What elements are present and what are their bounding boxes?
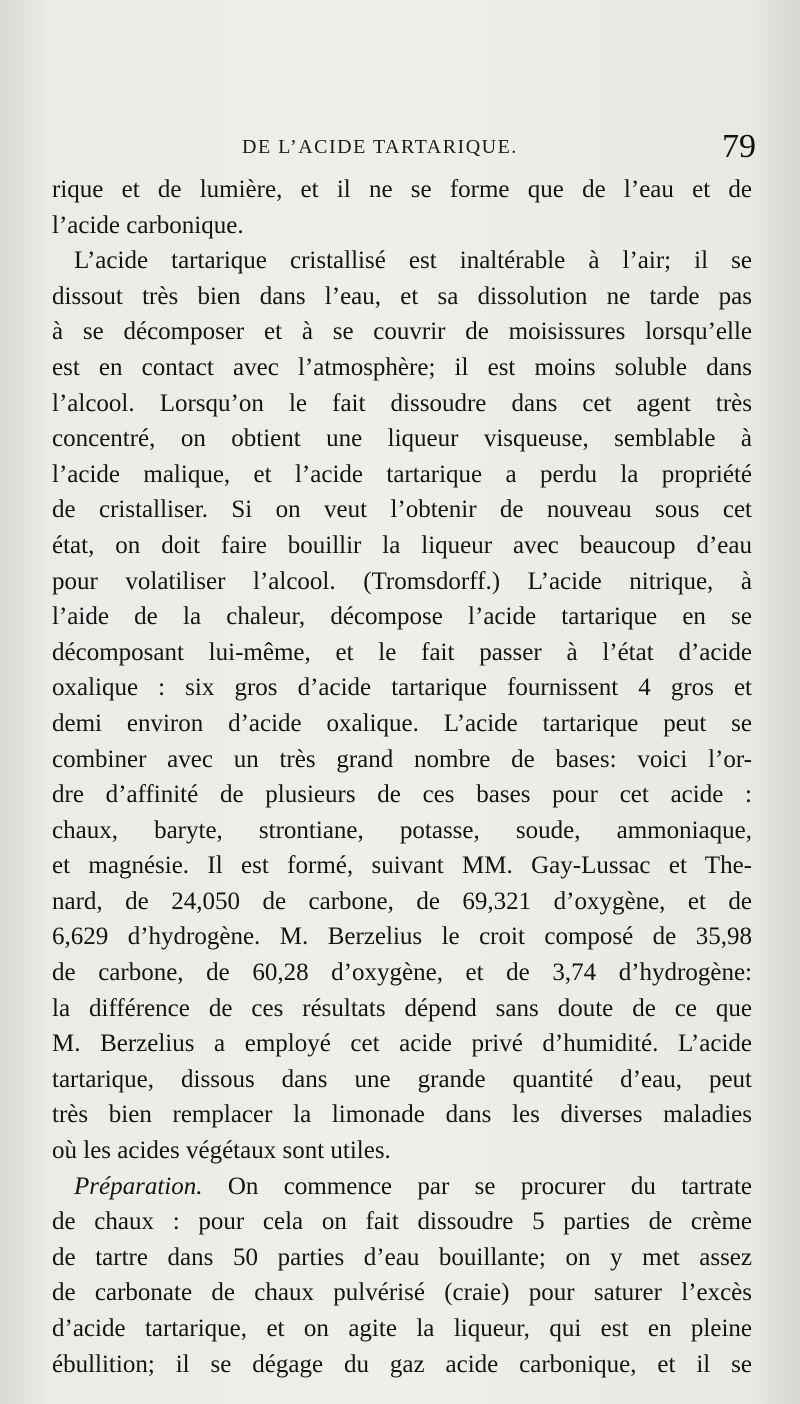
text-line: combiner avec un très grand nombre de bases: voici l’or-: [52, 745, 752, 773]
text-line: de cristalliser. Si on veut l’obtenir de nouveau sous cet: [52, 496, 752, 524]
text-line: l’alcool. Lorsqu’on le fait dissoudre dans cet agent très: [52, 389, 752, 417]
text-line: de chaux : pour cela on fait dissoudre 5 parties de crème: [52, 1208, 752, 1236]
text-line: pour volatiliser l’alcool. (Tromsdorff.) L’acide nitrique, à: [52, 567, 752, 595]
text-line: à se décomposer et à se couvrir de moisissures lorsqu’elle: [52, 318, 752, 346]
text-line: L’acide tartarique cristallisé est inaltérable à l’air; il se: [74, 247, 752, 275]
text-line: tartarique, dissous dans une grande quantité d’eau, peut: [52, 1065, 752, 1093]
running-title: DE L’ACIDE TARTARIQUE.: [242, 136, 518, 158]
text-line: où les acides végétaux sont utiles.: [52, 1137, 391, 1165]
page-number: 79: [722, 128, 756, 165]
text-line: demi environ d’acide oxalique. L’acide tartarique peut se: [52, 709, 752, 737]
text-line: dre d’affinité de plusieurs de ces bases pour cet acide :: [52, 781, 752, 809]
text-line: d’acide tartarique, et on agite la liqueur, qui est en pleine: [52, 1315, 752, 1342]
text-line: et magnésie. Il est formé, suivant MM. Gay-Lussac et The-: [52, 852, 752, 880]
text-line: état, on doit faire bouillir la liqueur avec beaucoup d’eau: [52, 531, 752, 559]
body-text: [52, 172, 752, 1382]
text-line: M. Berzelius a employé cet acide privé d’humidité. L’acide: [52, 1030, 752, 1058]
section-heading-preparation: Préparation.: [74, 1172, 203, 1200]
text-line: très bien remplacer la limonade dans les diverses maladies: [52, 1101, 752, 1129]
text-line: est en contact avec l’atmosphère; il est moins soluble dans: [52, 353, 752, 381]
text-line: décomposant lui-même, et le fait passer à l’état d’acide: [52, 638, 752, 666]
text-line: rique et de lumière, et il ne se forme que de l’eau et de: [52, 176, 752, 203]
text-line: Préparation. On commence par se procurer du tartrate: [74, 1172, 752, 1200]
text-line: chaux, baryte, strontiane, potasse, soude, ammoniaque,: [52, 816, 752, 844]
text-line: l’aide de la chaleur, décompose l’acide tartarique en se: [52, 603, 752, 631]
text-line: ébullition; il se dégage du gaz acide carbonique, et il se: [52, 1350, 752, 1378]
text-line: l’acide carbonique.: [52, 211, 244, 239]
text-line: de tartre dans 50 parties d’eau bouillante; on y met assez: [52, 1243, 752, 1271]
text-line: 6,629 d’hydrogène. M. Berzelius le croit composé de 35,98: [52, 923, 752, 951]
text-line: l’acide malique, et l’acide tartarique a perdu la propriété: [52, 460, 752, 488]
text-line: de carbonate de chaux pulvérisé (craie) pour saturer l’excès: [52, 1279, 752, 1307]
text-line: oxalique : six gros d’acide tartarique fournissent 4 gros et: [52, 674, 752, 702]
text-line: concentré, on obtient une liqueur visqueuse, semblable à: [52, 425, 752, 453]
text-line: la différence de ces résultats dépend sans doute de ce que: [52, 994, 752, 1022]
text-line: dissout très bien dans l’eau, et sa dissolution ne tarde pas: [52, 282, 752, 310]
text-line: nard, de 24,050 de carbone, de 69,321 d’oxygène, et de: [52, 887, 752, 915]
text-line: de carbone, de 60,28 d’oxygène, et de 3,74 d’hydrogène:: [52, 959, 752, 987]
